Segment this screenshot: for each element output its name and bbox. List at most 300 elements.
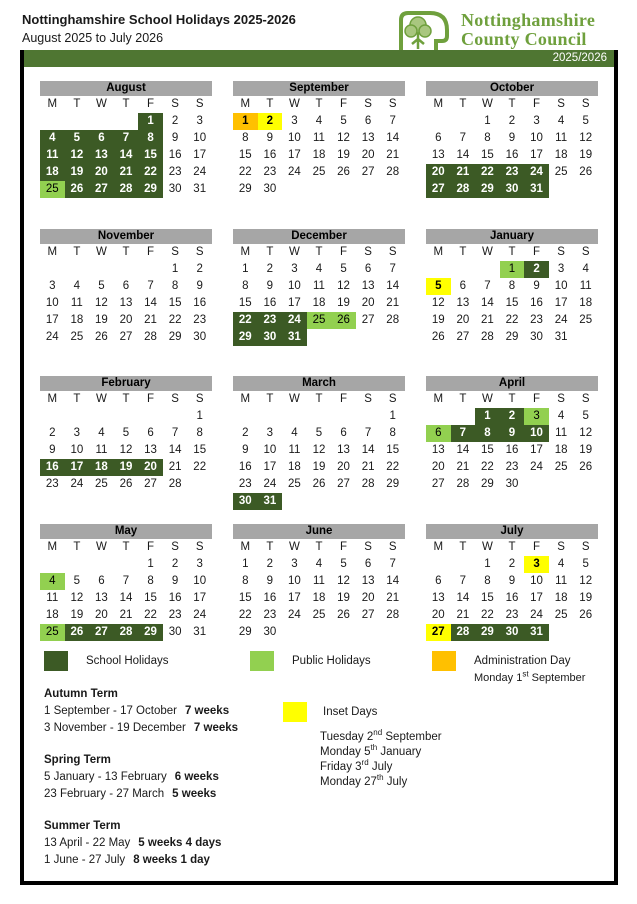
day-cell: 12: [579, 132, 593, 144]
day-cell: 19: [431, 313, 445, 326]
weekday-letter: F: [340, 540, 348, 553]
day-cell: 15: [238, 296, 252, 309]
day-cell: 23: [238, 478, 252, 490]
day-cell: 22: [238, 608, 252, 621]
day-cell: 21: [456, 461, 470, 473]
weekday-letter: W: [95, 98, 107, 110]
week-row: [40, 425, 212, 442]
day-cell: 17: [530, 444, 543, 456]
week-row: [426, 459, 598, 476]
day-cell: [451, 408, 476, 425]
day-cell: 29: [233, 329, 258, 346]
day-cell: 31: [524, 624, 549, 641]
weekday-letter: F: [533, 540, 541, 553]
day-cell: [573, 476, 598, 493]
day-cell: 28: [114, 624, 139, 641]
day-cell: 26: [331, 312, 356, 329]
day-cell: 11: [313, 574, 325, 587]
day-cell: 9: [171, 132, 179, 144]
weekday-letter: M: [433, 245, 444, 258]
day-cell: 24: [45, 330, 59, 343]
weekday-letter: S: [195, 98, 204, 110]
week-row: [40, 556, 212, 573]
week-row: [426, 408, 598, 425]
day-cell: 2: [196, 262, 203, 275]
day-cell: 8: [242, 279, 249, 292]
weekday-letter: W: [95, 540, 107, 553]
weekday-letter: T: [122, 98, 130, 110]
week-row: [40, 147, 212, 164]
day-cell: 31: [524, 181, 549, 198]
day-cell: [331, 181, 356, 198]
day-cell: 3: [524, 408, 549, 425]
day-cell: 18: [312, 296, 326, 309]
day-cell: 2: [508, 557, 516, 570]
day-cell: 29: [505, 330, 519, 343]
day-cell: 27: [426, 624, 451, 641]
legend-administration-day: [432, 651, 585, 685]
day-cell: 12: [337, 279, 350, 292]
day-cell: 4: [582, 262, 589, 275]
weekday-letter: S: [171, 540, 179, 553]
weekday-letter: T: [73, 393, 81, 405]
day-cell: [356, 181, 381, 198]
day-cell: [356, 329, 381, 346]
month-november: [40, 229, 212, 346]
weekday-letter: M: [240, 540, 251, 553]
day-cell: 14: [168, 444, 182, 456]
week-row: [40, 130, 212, 147]
day-cell: 29: [168, 330, 182, 343]
week-row: [233, 164, 405, 181]
day-cell: 26: [579, 608, 593, 621]
day-cell: 29: [475, 624, 500, 641]
day-cell: 11: [70, 296, 83, 309]
month-header: December: [233, 229, 405, 244]
day-cell: [451, 261, 476, 278]
weekday-letter: S: [364, 540, 372, 553]
legend-label: Administration Day Monday 1st September: [474, 655, 586, 684]
day-cell: 12: [431, 296, 445, 309]
day-cell: 2: [266, 262, 274, 275]
weekday-letter: S: [364, 245, 372, 258]
weekday-letter: M: [433, 540, 444, 553]
week-row: [426, 181, 598, 198]
day-cell: 2: [242, 427, 249, 439]
day-cell: [331, 624, 356, 641]
day-cell: 20: [138, 459, 163, 476]
weekday-letter: W: [288, 393, 300, 405]
day-cell: 10: [193, 132, 207, 144]
day-cell: 3: [196, 115, 203, 127]
day-cell: [65, 113, 90, 130]
week-row: [426, 624, 598, 641]
day-cell: 22: [144, 608, 157, 621]
week-row: [233, 181, 405, 198]
day-cell: [40, 261, 65, 278]
day-cell: 22: [475, 164, 500, 181]
day-cell: 3: [524, 556, 549, 573]
day-cell: 18: [40, 164, 65, 181]
day-cell: 7: [122, 574, 130, 587]
day-cell: 1: [484, 557, 491, 570]
week-row: [40, 459, 212, 476]
day-cell: 22: [233, 312, 258, 329]
day-cell: 7: [171, 427, 179, 439]
day-cell: 13: [361, 132, 375, 144]
day-cell: 25: [554, 461, 568, 473]
weekday-letter: T: [315, 245, 323, 258]
day-cell: 17: [530, 591, 543, 604]
day-cell: 26: [337, 608, 350, 621]
day-cell: 9: [500, 425, 525, 442]
day-cell: 16: [238, 461, 252, 473]
month-header: May: [40, 524, 212, 539]
weekday-letter: S: [171, 393, 179, 405]
day-cell: 3: [291, 557, 298, 570]
day-cell: 18: [89, 459, 114, 476]
day-cell: 27: [361, 313, 375, 326]
weekday-letter: M: [240, 245, 251, 258]
week-row: [426, 147, 598, 164]
day-cell: 25: [554, 608, 568, 621]
month-header: March: [233, 376, 405, 391]
day-cell: 24: [288, 608, 301, 621]
day-cell: 12: [337, 574, 350, 587]
day-cell: 4: [557, 115, 565, 127]
day-cell: 1: [233, 113, 258, 130]
day-cell: [187, 476, 212, 493]
council-logo-text: Nottinghamshire County Council: [461, 10, 596, 49]
weekday-letter: F: [147, 393, 155, 405]
day-cell: 1: [138, 113, 163, 130]
weekday-letter: T: [122, 393, 130, 405]
day-cell: 19: [337, 296, 350, 309]
month-april: [426, 376, 598, 493]
day-cell: [426, 113, 451, 130]
day-cell: 26: [579, 461, 593, 473]
day-cell: 20: [456, 313, 470, 326]
day-cell: [114, 113, 139, 130]
term-title: Autumn Term: [44, 688, 118, 700]
day-cell: 20: [431, 608, 445, 621]
weekday-letter: S: [364, 393, 372, 405]
day-cell: 6: [364, 262, 372, 275]
day-cell: 30: [505, 478, 519, 490]
week-row: [233, 425, 405, 442]
weekday-letter: M: [47, 540, 58, 553]
day-cell: 16: [505, 444, 519, 456]
day-cell: 10: [70, 444, 84, 456]
term-row: 13 April - 22 May 5 weeks 4 days: [44, 837, 222, 849]
day-cell: 28: [451, 624, 476, 641]
day-cell: 27: [426, 181, 451, 198]
week-row: [233, 147, 405, 164]
month-header: August: [40, 81, 212, 96]
day-cell: 3: [291, 115, 298, 127]
calendar-grid: [40, 81, 598, 671]
day-cell: [114, 556, 139, 573]
day-cell: 12: [119, 444, 133, 456]
month-july: [426, 524, 598, 641]
day-cell: [307, 329, 332, 346]
day-cell: 27: [337, 478, 350, 490]
week-row: [40, 442, 212, 459]
day-cell: 21: [168, 461, 182, 473]
weekday-letter: S: [557, 540, 565, 553]
day-cell: 5: [582, 410, 589, 422]
weekday-letter: S: [581, 98, 590, 110]
week-row: [426, 573, 598, 590]
weekday-letter: T: [315, 540, 323, 553]
school-holiday-swatch-icon: [44, 651, 68, 671]
day-cell: 20: [426, 164, 451, 181]
day-cell: 19: [95, 313, 108, 326]
day-cell: 10: [554, 279, 568, 292]
day-cell: 18: [70, 313, 84, 326]
term-row: 23 February - 27 March 5 weeks: [44, 788, 217, 800]
month-header: January: [426, 229, 598, 244]
term-row: 5 January - 13 February 6 weeks: [44, 771, 219, 783]
weekday-header-row: [426, 539, 598, 556]
weekday-letter: S: [581, 540, 590, 553]
weekday-letter: T: [459, 98, 467, 110]
week-row: [40, 624, 212, 641]
weekday-header-row: [40, 539, 212, 556]
day-cell: 16: [505, 591, 519, 604]
day-cell: 13: [431, 444, 445, 456]
day-cell: 13: [89, 147, 114, 164]
day-cell: 17: [193, 591, 207, 604]
day-cell: 4: [557, 557, 565, 570]
day-cell: 16: [505, 149, 519, 161]
day-cell: 6: [340, 427, 347, 439]
day-cell: 21: [451, 164, 476, 181]
day-cell: 2: [49, 427, 56, 439]
day-cell: [65, 556, 90, 573]
day-cell: 19: [65, 164, 90, 181]
day-cell: 20: [361, 591, 375, 604]
day-cell: 26: [431, 330, 445, 343]
week-row: [40, 476, 212, 493]
day-cell: 9: [266, 132, 274, 144]
day-cell: 16: [530, 296, 543, 309]
day-cell: 18: [312, 591, 326, 604]
day-cell: 5: [340, 115, 347, 127]
spring-term: [44, 752, 238, 803]
day-cell: 15: [481, 149, 494, 161]
day-cell: 15: [386, 444, 400, 456]
day-cell: 1: [242, 262, 249, 275]
day-cell: [573, 329, 598, 346]
week-row: [426, 425, 598, 442]
weekday-letter: T: [266, 540, 274, 553]
day-cell: 11: [313, 279, 325, 292]
day-cell: 24: [193, 608, 207, 621]
day-cell: 27: [119, 330, 133, 343]
weekday-letter: W: [481, 393, 493, 405]
day-cell: 17: [263, 461, 277, 473]
day-cell: 17: [530, 149, 543, 161]
day-cell: 28: [168, 478, 182, 490]
week-row: [233, 459, 405, 476]
day-cell: [573, 181, 598, 198]
weekday-letter: S: [581, 245, 590, 258]
day-cell: 8: [242, 574, 249, 587]
day-cell: 31: [193, 625, 207, 638]
inset-day-item: Friday 3rd July: [320, 758, 393, 773]
day-cell: 19: [312, 461, 326, 473]
day-cell: 28: [456, 478, 470, 490]
week-row: [426, 607, 598, 624]
day-cell: 4: [98, 427, 105, 439]
day-cell: 20: [337, 461, 350, 473]
day-cell: 26: [312, 478, 326, 490]
day-cell: 28: [361, 478, 375, 490]
autumn-term: [44, 686, 238, 737]
week-row: [40, 607, 212, 624]
day-cell: 15: [238, 149, 252, 161]
day-cell: [282, 493, 307, 510]
day-cell: [114, 408, 139, 425]
day-cell: 23: [258, 312, 283, 329]
day-cell: 6: [435, 132, 442, 144]
day-cell: 3: [73, 427, 81, 439]
day-cell: 1: [484, 115, 491, 127]
day-cell: 7: [389, 557, 396, 570]
day-cell: [233, 408, 258, 425]
weekday-letter: T: [315, 393, 323, 405]
month-february: [40, 376, 212, 493]
day-cell: [307, 493, 332, 510]
day-cell: 21: [386, 296, 400, 309]
day-cell: 10: [530, 574, 543, 587]
weekday-letter: M: [240, 393, 251, 405]
day-cell: 4: [315, 557, 323, 570]
day-cell: 16: [263, 591, 277, 604]
legend-school-holidays: [44, 651, 168, 671]
month-january: [426, 229, 598, 346]
day-cell: 23: [505, 608, 519, 621]
day-cell: 9: [533, 279, 540, 292]
day-cell: 30: [258, 329, 283, 346]
week-row: [426, 329, 598, 346]
weekday-letter: M: [240, 98, 251, 110]
weekday-letter: T: [266, 245, 274, 258]
week-row: [233, 624, 405, 641]
inset-day-item: Tuesday 2nd September: [320, 728, 442, 743]
day-cell: 6: [435, 574, 442, 587]
day-cell: 23: [168, 166, 182, 178]
day-cell: [163, 408, 188, 425]
day-cell: 3: [557, 262, 565, 275]
day-cell: 27: [361, 608, 375, 621]
day-cell: [475, 261, 500, 278]
day-cell: 9: [266, 279, 274, 292]
day-cell: 11: [579, 279, 592, 292]
day-cell: 18: [554, 591, 568, 604]
day-cell: 25: [554, 166, 568, 178]
day-cell: 8: [147, 574, 154, 587]
day-cell: [426, 556, 451, 573]
day-cell: 14: [119, 591, 133, 604]
term-title: Summer Term: [44, 820, 121, 832]
day-cell: [89, 556, 114, 573]
day-cell: 22: [386, 461, 400, 473]
weekday-letter: S: [195, 245, 204, 258]
day-cell: 27: [144, 478, 157, 490]
inset-days: [283, 702, 442, 790]
month-header: June: [233, 524, 405, 539]
weekday-letter: F: [533, 393, 541, 405]
day-cell: 9: [508, 574, 516, 587]
month-header: October: [426, 81, 598, 96]
day-cell: 17: [288, 591, 301, 604]
day-cell: 24: [554, 313, 568, 326]
day-cell: 11: [95, 444, 108, 456]
day-cell: 20: [361, 296, 375, 309]
day-cell: 23: [45, 478, 59, 490]
day-cell: 3: [49, 279, 56, 292]
legend-label: Public Holidays: [292, 655, 371, 667]
day-cell: 17: [288, 296, 301, 309]
day-cell: 13: [431, 591, 445, 604]
day-cell: [89, 408, 114, 425]
day-cell: 30: [263, 183, 277, 195]
day-cell: 14: [144, 296, 157, 309]
week-row: [426, 556, 598, 573]
day-cell: [380, 624, 405, 641]
weekday-letter: F: [533, 245, 541, 258]
weekday-header-row: [426, 96, 598, 113]
day-cell: 12: [579, 574, 593, 587]
day-cell: [282, 624, 307, 641]
day-cell: 24: [70, 478, 84, 490]
day-cell: 30: [193, 330, 207, 343]
legend-label: School Holidays: [86, 655, 169, 667]
week-row: [40, 278, 212, 295]
day-cell: 21: [386, 591, 400, 604]
day-cell: 1: [475, 408, 500, 425]
day-cell: 2: [500, 408, 525, 425]
day-cell: 6: [147, 427, 154, 439]
day-cell: 22: [193, 461, 207, 473]
week-row: [426, 442, 598, 459]
day-cell: 11: [555, 574, 568, 587]
inset-days-label: Inset Days: [323, 706, 378, 718]
day-cell: 15: [193, 444, 207, 456]
day-cell: 20: [119, 313, 133, 326]
weekday-letter: T: [315, 98, 323, 110]
day-cell: 19: [579, 149, 593, 161]
weekday-letter: W: [288, 540, 300, 553]
day-cell: 29: [238, 183, 252, 195]
weekday-letter: T: [266, 393, 274, 405]
day-cell: 28: [144, 330, 157, 343]
week-row: [40, 408, 212, 425]
day-cell: 2: [171, 557, 179, 570]
weekday-header-row: [40, 244, 212, 261]
day-cell: 17: [193, 149, 207, 161]
day-cell: 16: [40, 459, 65, 476]
day-cell: 8: [389, 427, 396, 439]
day-cell: 26: [65, 181, 90, 198]
inset-day-item: Monday 27th July: [320, 773, 408, 788]
day-cell: 6: [89, 130, 114, 147]
day-cell: [138, 408, 163, 425]
week-row: [40, 181, 212, 198]
week-row: [233, 261, 405, 278]
